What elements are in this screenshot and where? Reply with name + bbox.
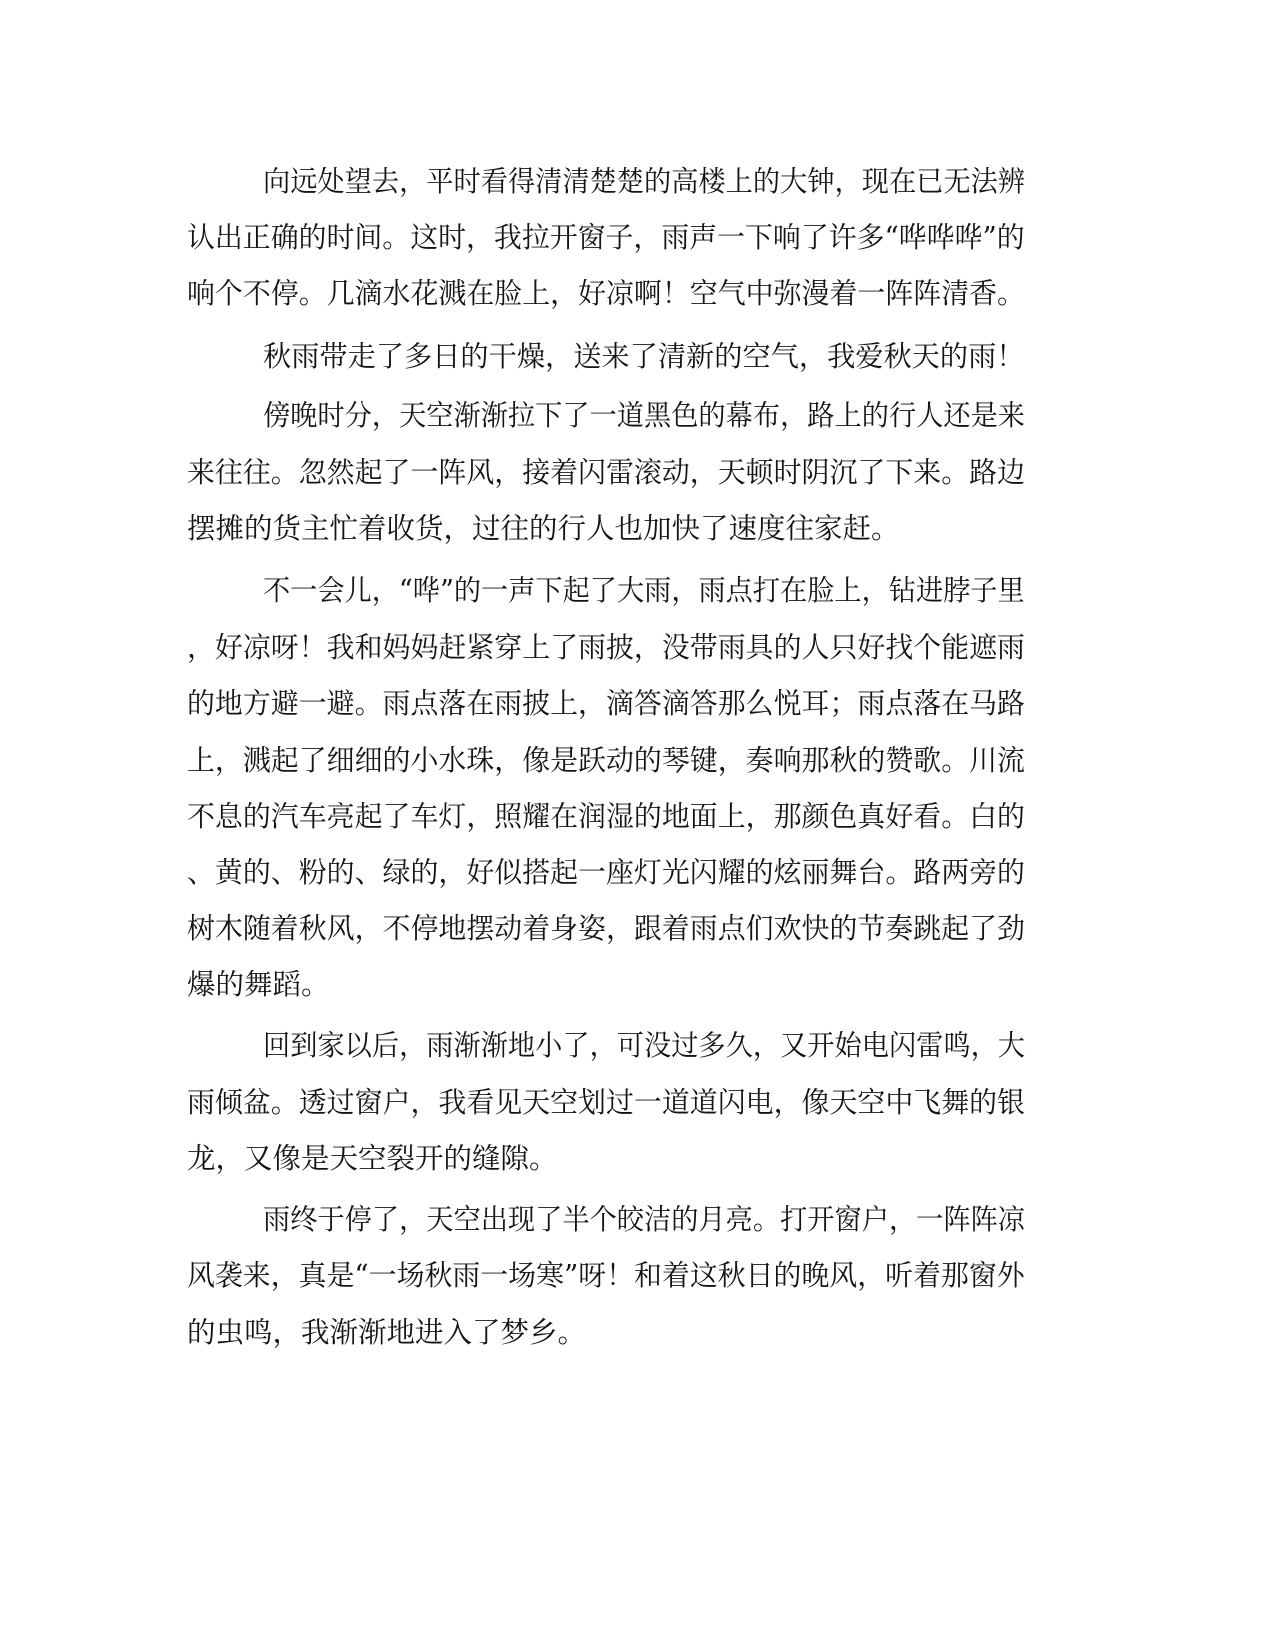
paragraph-5-line-2: 雨倾盆。透过窗户，我看见天空划过一道道闪电，像天空中飞舞的银 (187, 1086, 1026, 1119)
paragraph-3-line-1: 傍晚时分，天空渐渐拉下了一道黑色的幕布，路上的行人还是来 (263, 399, 1026, 432)
paragraph-4-line-6: 、黄的、粉的、绿的，好似搭起一座灯光闪耀的炫丽舞台。路两旁的 (187, 856, 1026, 889)
paragraph-5-line-1: 回到家以后，雨渐渐地小了，可没过多久，又开始电闪雷鸣，大 (263, 1029, 1026, 1062)
paragraph-4-line-8: 爆的舞蹈。 (187, 968, 330, 1001)
paragraph-4-line-3: 的地方避一避。雨点落在雨披上，滴答滴答那么悦耳；雨点落在马路 (187, 687, 1026, 720)
paragraph-4-line-1: 不一会儿，“哗”的一声下起了大雨，雨点打在脸上，钻进脖子里 (263, 574, 1025, 607)
paragraph-1-line-3: 响个不停。几滴水花溅在脸上，好凉啊！空气中弥漫着一阵阵清香。 (187, 277, 1026, 310)
paragraph-5-line-3: 龙，又像是天空裂开的缝隙。 (187, 1142, 558, 1175)
paragraph-1-line-2: 认出正确的时间。这时，我拉开窗子，雨声一下响了许多“哗哗哗”的 (187, 221, 1025, 254)
paragraph-1-line-1: 向远处望去，平时看得清清楚楚的高楼上的大钟，现在已无法辨 (263, 165, 1026, 198)
paragraph-6-line-1: 雨终于停了，天空出现了半个皎洁的月亮。打开窗户，一阵阵凉 (263, 1203, 1026, 1236)
paragraph-4-line-4: 上，溅起了细细的小水珠，像是跃动的琴键，奏响那秋的赞歌。川流 (187, 744, 1026, 777)
paragraph-4-line-7: 树木随着秋风，不停地摆动着身姿，跟着雨点们欢快的节奏跳起了劲 (187, 912, 1026, 945)
paragraph-4-line-2: ，好凉呀！我和妈妈赶紧穿上了雨披，没带雨具的人只好找个能遮雨 (187, 631, 1026, 664)
paragraph-3-line-2: 来往往。忽然起了一阵风，接着闪雷滚动，天顿时阴沉了下来。路边 (187, 456, 1026, 489)
paragraph-2-line-1: 秋雨带走了多日的干燥，送来了清新的空气，我爱秋天的雨！ (263, 340, 1025, 373)
paragraph-6-line-3: 的虫鸣，我渐渐地进入了梦乡。 (187, 1316, 587, 1349)
paragraph-4-line-5: 不息的汽车亮起了车灯，照耀在润湿的地面上，那颜色真好看。白的 (187, 800, 1026, 833)
paragraph-3-line-3: 摆摊的货主忙着收货，过往的行人也加快了速度往家赶。 (187, 512, 900, 545)
paragraph-6-line-2: 风袭来，真是“一场秋雨一场寒”呀！和着这秋日的晚风，听着那窗外 (187, 1259, 1025, 1292)
